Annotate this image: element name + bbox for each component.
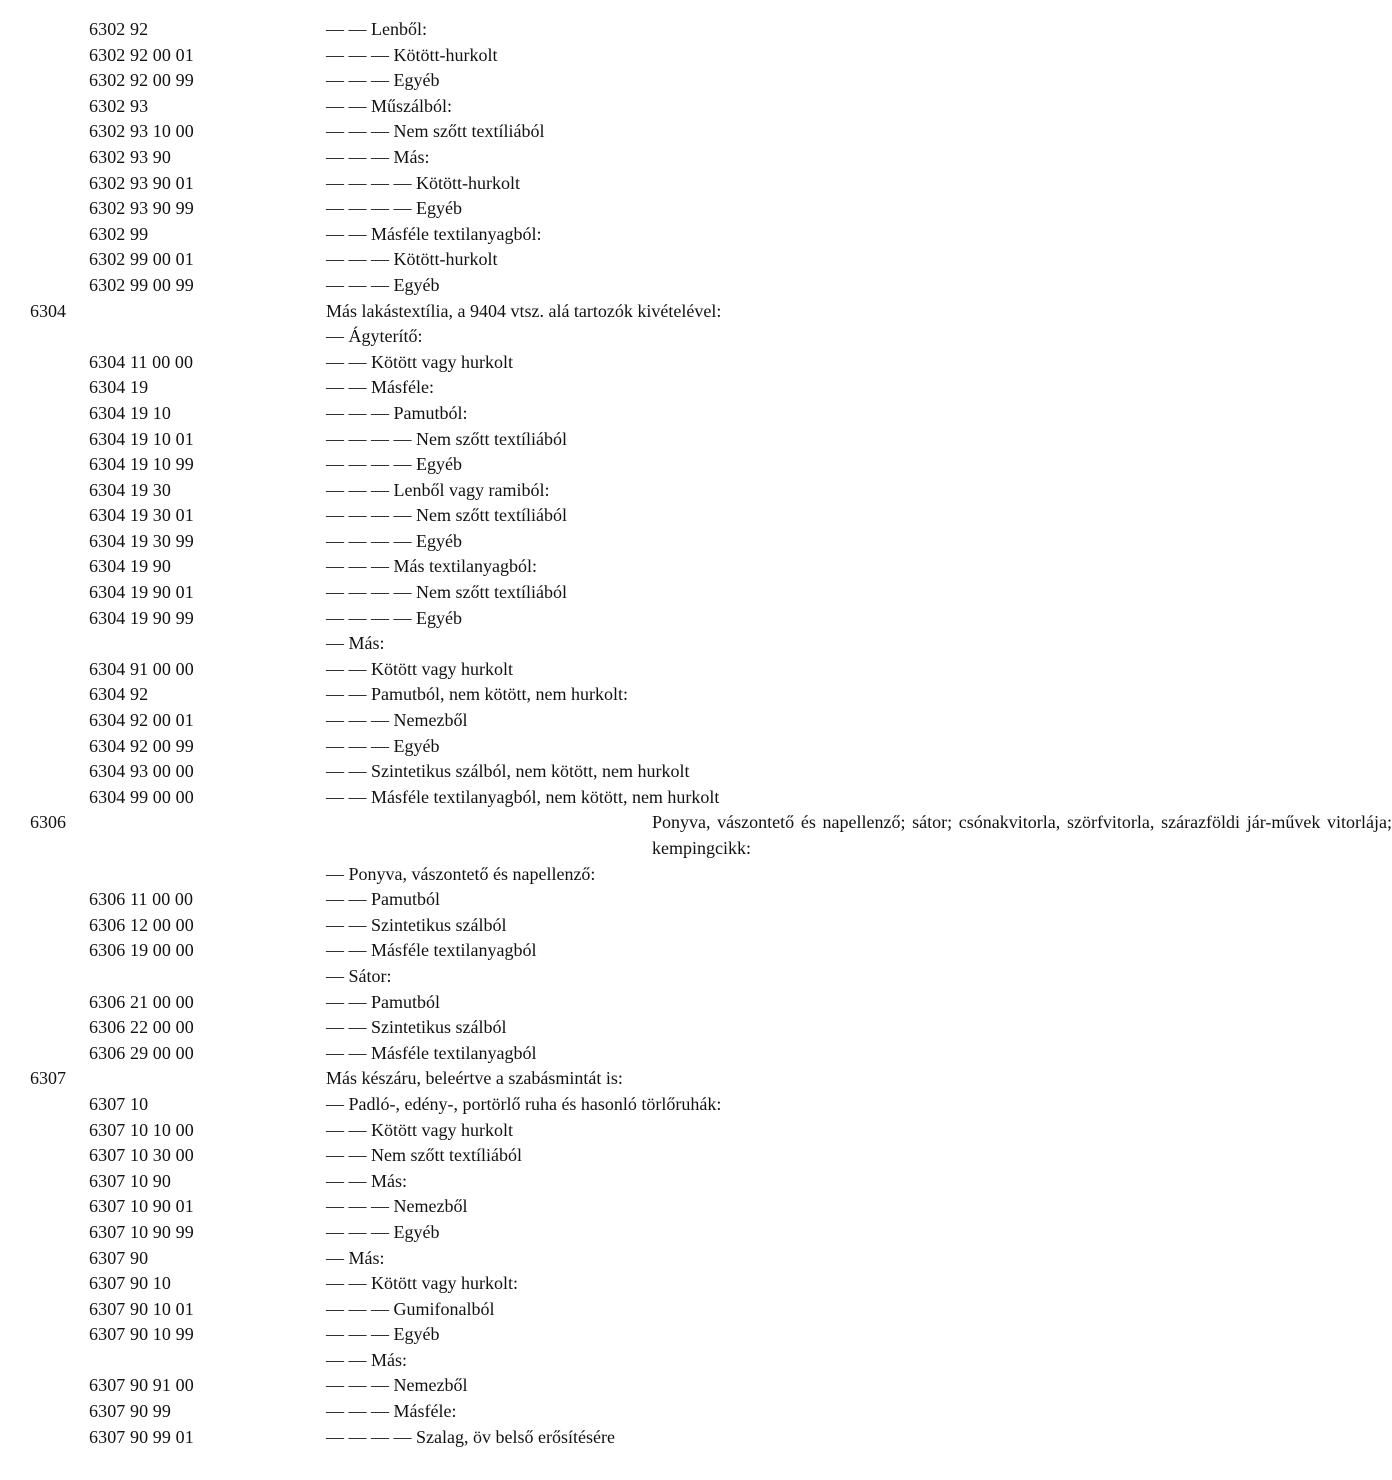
table-row <box>0 529 1090 555</box>
table-row <box>0 580 1090 606</box>
item-description: — — — Egyéb <box>326 1324 440 1345</box>
item-description: — — Nem szőtt textíliából <box>326 1145 522 1166</box>
item-code: 6304 92 00 99 <box>89 735 194 756</box>
table-row <box>0 964 1090 990</box>
item-code: 6302 92 00 01 <box>89 44 194 65</box>
table-row <box>0 990 1090 1016</box>
item-code: 6302 92 00 99 <box>89 70 194 91</box>
table-row <box>0 1373 1090 1399</box>
item-code: 6302 93 <box>89 95 149 116</box>
item-description: — — — Kötött-hurkolt <box>326 44 498 65</box>
item-description: — — — — Szalag, öv belső erősítésére <box>326 1426 615 1447</box>
item-code: 6304 19 30 01 <box>89 505 194 526</box>
item-code: 6307 10 90 01 <box>89 1196 194 1217</box>
item-description: — — — — Nem szőtt textíliából <box>326 582 567 603</box>
item-code: 6304 19 10 99 <box>89 454 194 475</box>
table-row <box>0 375 1090 401</box>
item-description: — — — — Kötött-hurkolt <box>326 172 520 193</box>
item-code: 6304 11 00 00 <box>89 351 194 372</box>
table-row <box>0 427 1090 453</box>
item-code: 6302 92 <box>89 19 149 39</box>
item-description: — — Kötött vagy hurkolt <box>326 1119 513 1140</box>
item-code: 6304 92 <box>89 684 149 705</box>
table-row <box>0 401 1090 427</box>
item-description: — — — Egyéb <box>326 274 440 295</box>
item-description: — — — Egyéb <box>326 1221 440 1242</box>
item-code: 6307 90 <box>89 1247 149 1268</box>
item-description: — — Más: <box>326 1349 407 1370</box>
item-code: 6307 10 30 00 <box>89 1145 194 1166</box>
item-code: 6302 93 90 <box>89 146 171 167</box>
item-code: 6307 90 91 00 <box>89 1375 194 1396</box>
item-code: 6302 99 <box>89 223 149 244</box>
item-code: 6304 19 90 <box>89 556 171 577</box>
item-code: 6304 19 90 99 <box>89 607 194 628</box>
table-row <box>0 1092 1090 1118</box>
item-description: — — Kötött vagy hurkolt <box>326 658 513 679</box>
table-row <box>0 887 1090 913</box>
item-code: 6304 19 30 99 <box>89 530 194 551</box>
item-description: — — — — Egyéb <box>326 530 462 551</box>
table-row <box>0 1194 1090 1220</box>
item-code: 6306 22 00 00 <box>89 1017 194 1038</box>
item-code: 6306 11 00 00 <box>89 889 194 910</box>
item-description: — — — — Egyéb <box>326 454 462 475</box>
heading-code: 6304 <box>30 300 66 321</box>
item-description: — — — Nemezből <box>326 710 468 731</box>
item-code: 6304 19 10 01 <box>89 428 194 449</box>
item-description: — — — — Egyéb <box>326 198 462 219</box>
item-description: — — Másféle textilanyagból <box>326 1042 537 1063</box>
item-code: 6307 90 99 <box>89 1401 171 1422</box>
item-code: 6307 90 10 01 <box>89 1298 194 1319</box>
table-row <box>0 606 1090 632</box>
item-description: — — — Lenből vagy ramiból: <box>326 479 550 500</box>
table-row <box>0 43 1090 69</box>
table-row <box>0 1425 1090 1451</box>
item-description: — — Szintetikus szálból <box>326 914 507 935</box>
item-description: — — Más: <box>326 1170 407 1191</box>
item-description: — — — Egyéb <box>326 70 440 91</box>
table-row <box>0 273 1090 299</box>
item-code: 6307 90 99 01 <box>89 1426 194 1447</box>
item-description: — — — Kötött-hurkolt <box>326 249 498 270</box>
table-row <box>0 119 1090 145</box>
item-code: 6304 19 90 01 <box>89 582 194 603</box>
item-code: 6307 90 10 99 <box>89 1324 194 1345</box>
table-row <box>0 478 1090 504</box>
table-row <box>0 554 1090 580</box>
table-row <box>0 734 1090 760</box>
item-code: 6306 12 00 00 <box>89 914 194 935</box>
item-code: 6302 93 90 01 <box>89 172 194 193</box>
item-description: — — — Másféle: <box>326 1401 457 1422</box>
item-code: 6307 10 90 99 <box>89 1221 194 1242</box>
item-description: — — Pamutból <box>326 889 441 910</box>
item-code: 6302 93 10 00 <box>89 121 194 142</box>
item-description: — — Másféle textilanyagból <box>326 940 537 961</box>
item-description: — — Pamutból, nem kötött, nem hurkolt: <box>326 684 628 705</box>
item-description: — Más: <box>326 1247 385 1268</box>
table-row <box>0 1399 1090 1425</box>
table-row <box>0 68 1090 94</box>
table-row <box>0 1118 1090 1144</box>
item-description: — — — Pamutból: <box>326 402 468 423</box>
item-code: 6307 10 <box>89 1093 149 1114</box>
item-code: 6304 92 00 01 <box>89 710 194 731</box>
item-description: — — — Gumifonalból <box>326 1298 495 1319</box>
table-row <box>0 94 1090 120</box>
table-row <box>0 350 1090 376</box>
table-row <box>0 1322 1090 1348</box>
table-row <box>0 1015 1090 1041</box>
table-row <box>0 708 1090 734</box>
table-row <box>0 299 1090 325</box>
item-description: — — Másféle textilanyagból: <box>326 223 542 244</box>
heading-code: 6306 <box>30 812 66 833</box>
tariff-table <box>0 17 1392 1450</box>
item-description: — — Kötött vagy hurkolt: <box>326 1273 518 1294</box>
table-row <box>0 682 1090 708</box>
item-description: — Ágyterítő: <box>326 326 423 347</box>
item-code: 6306 19 00 00 <box>89 940 194 961</box>
table-row <box>0 171 1090 197</box>
item-code: 6304 93 00 00 <box>89 761 194 782</box>
item-description: — — Szintetikus szálból <box>326 1017 507 1038</box>
item-description: — — — Más: <box>326 146 430 167</box>
table-row <box>0 657 1090 683</box>
item-description: — — — Egyéb <box>326 735 440 756</box>
item-code: 6302 99 00 99 <box>89 274 194 295</box>
item-description: — — — — Nem szőtt textíliából <box>326 505 567 526</box>
item-code: 6304 19 10 <box>89 402 171 423</box>
item-code: 6304 19 30 <box>89 479 171 500</box>
table-row <box>0 862 1090 888</box>
table-row <box>0 810 1392 861</box>
table-row <box>0 1297 1090 1323</box>
item-description: — — Másféle: <box>326 377 434 398</box>
item-description: — — Másféle textilanyagból, nem kötött, nem hurkolt <box>326 786 720 807</box>
item-description: — Sátor: <box>326 965 392 986</box>
table-row <box>0 1220 1090 1246</box>
table-row <box>0 503 1090 529</box>
item-description: Ponyva, vászontető és napellenző; sátor; csónakvitorla, szörfvitorla, szárazföldi jár-művek vitorlája; kempingcikk: <box>652 812 1392 858</box>
item-code: 6302 99 00 01 <box>89 249 194 270</box>
item-code: 6307 90 10 <box>89 1273 171 1294</box>
table-row <box>0 631 1090 657</box>
item-description: — — Szintetikus szálból, nem kötött, nem hurkolt <box>326 761 690 782</box>
item-code: 6306 29 00 00 <box>89 1042 194 1063</box>
item-code: 6304 91 00 00 <box>89 658 194 679</box>
item-description: Más lakástextília, a 9404 vtsz. alá tartozók kivételével: <box>326 300 722 321</box>
table-row <box>0 452 1090 478</box>
table-row <box>0 222 1090 248</box>
table-row <box>0 1143 1090 1169</box>
item-description: — — — Nemezből <box>326 1375 468 1396</box>
item-description: — — Kötött vagy hurkolt <box>326 351 513 372</box>
item-description: — — — Más textilanyagból: <box>326 556 537 577</box>
table-row <box>0 1348 1090 1374</box>
item-description: — — Műszálból: <box>326 95 452 116</box>
table-row <box>0 785 1090 811</box>
table-row <box>0 196 1090 222</box>
table-row <box>0 247 1090 273</box>
item-description: — — — Nem szőtt textíliából <box>326 121 545 142</box>
item-description: — Ponyva, vászontető és napellenző: <box>326 863 596 884</box>
table-row <box>0 1271 1090 1297</box>
item-code: 6304 99 00 00 <box>89 786 194 807</box>
item-description: — — Lenből: <box>326 19 427 39</box>
item-description: — — — — Nem szőtt textíliából <box>326 428 567 449</box>
item-description: — — — — Egyéb <box>326 607 462 628</box>
item-description: — Padló-, edény-, portörlő ruha és hasonló törlőruhák: <box>326 1093 722 1114</box>
heading-code: 6307 <box>30 1068 66 1089</box>
table-row <box>0 324 1090 350</box>
table-row <box>0 1169 1090 1195</box>
item-code: 6307 10 90 <box>89 1170 171 1191</box>
table-row <box>0 17 1090 43</box>
item-description: — — Pamutból <box>326 991 441 1012</box>
table-row <box>0 145 1090 171</box>
table-row <box>0 938 1090 964</box>
item-code: 6307 10 10 00 <box>89 1119 194 1140</box>
item-code: 6306 21 00 00 <box>89 991 194 1012</box>
table-row <box>0 1041 1090 1067</box>
item-description: Más készáru, beleértve a szabásmintát is: <box>326 1068 623 1089</box>
table-row <box>0 1066 1090 1092</box>
table-row <box>0 759 1090 785</box>
item-code: 6304 19 <box>89 377 149 398</box>
item-description: — — — Nemezből <box>326 1196 468 1217</box>
item-code: 6302 93 90 99 <box>89 198 194 219</box>
table-row <box>0 913 1090 939</box>
item-description: — Más: <box>326 633 385 654</box>
table-row <box>0 1246 1090 1272</box>
